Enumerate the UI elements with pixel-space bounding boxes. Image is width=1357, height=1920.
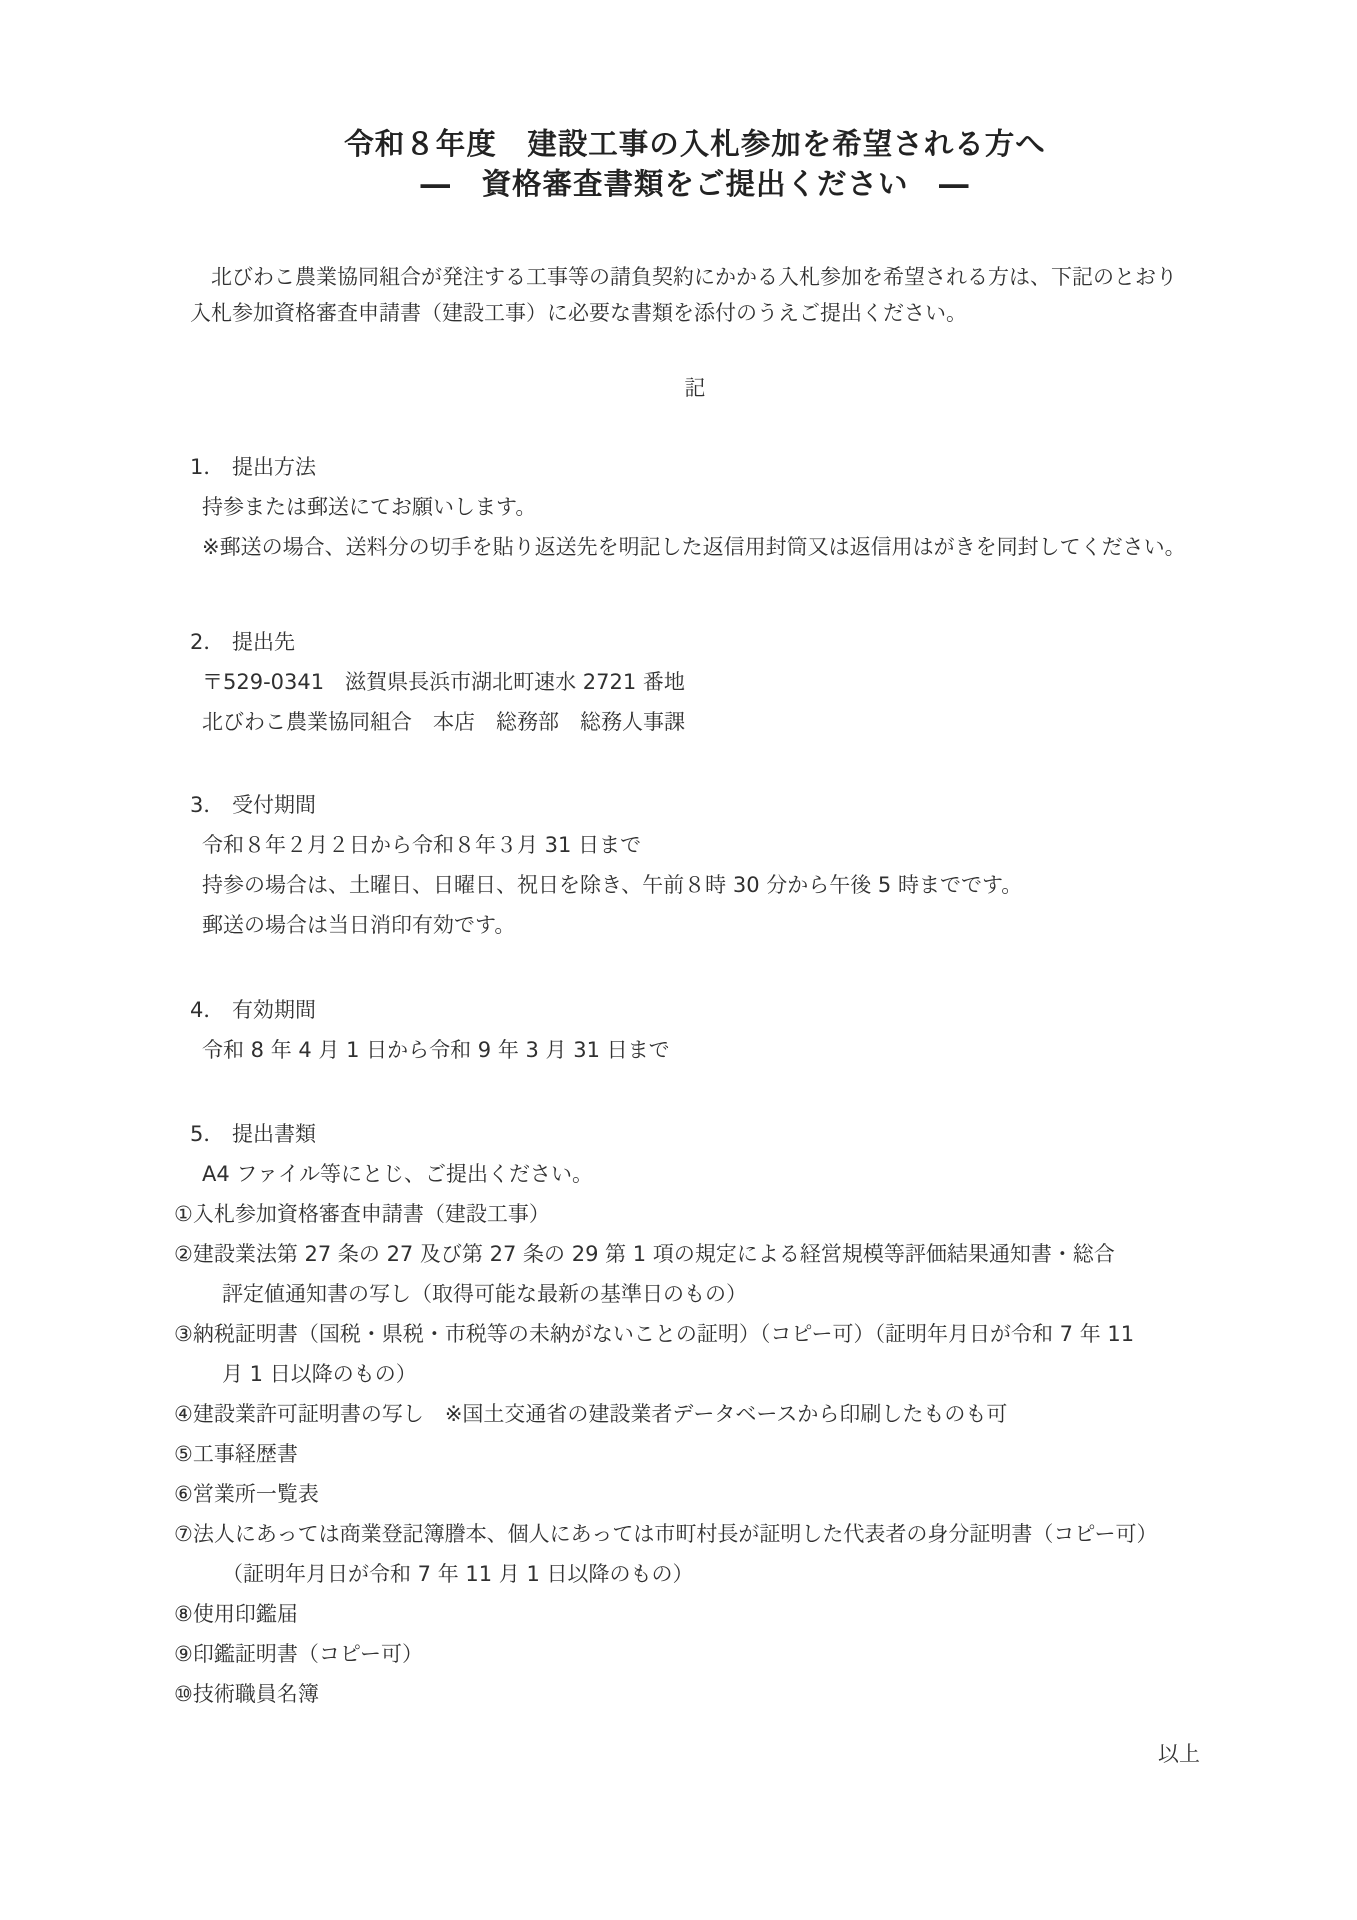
document-list-item-continuation: 評定値通知書の写し（取得可能な最新の基準日のもの） [222, 1282, 747, 1306]
section-heading [190, 990, 1270, 1030]
section-validity-period [190, 990, 1270, 1070]
section-heading [190, 622, 1270, 662]
document-list-item-continuation: 月 1 日以降のもの） [222, 1362, 417, 1386]
document-list-item: ③納税証明書（国税・県税・市税等の未納がないことの証明）（コピー可）（証明年月日が令和 7 年 11 [174, 1322, 1135, 1346]
document-list-item: ⑧使用印鑑届 [174, 1602, 298, 1626]
section-number: 3． [190, 793, 225, 817]
document-title: 令和８年度 建設工事の入札参加を希望される方へ [344, 127, 1046, 161]
section-heading [190, 1114, 1270, 1154]
section-line: 北びわこ農業協同組合 本店 総務部 総務人事課 [202, 710, 685, 734]
intro-line-2: 入札参加資格審査申請書（建設工事）に必要な書類を添付のうえご提出ください。 [190, 301, 967, 325]
intro-line-1: 北びわこ農業協同組合が発注する工事等の請負契約にかかる入札参加を希望される方は、下記のとおり [211, 265, 1177, 289]
document-list-item: ①入札参加資格審査申請書（建設工事） [174, 1202, 550, 1226]
document-list-item: ⑤工事経歴書 [174, 1442, 298, 1466]
record-mark: 記 [684, 376, 706, 400]
section-heading-text: 提出先 [232, 630, 295, 654]
section-line: 令和８年２月２日から令和８年３月 31 日まで [202, 833, 642, 857]
section-heading-text: 提出書類 [232, 1122, 316, 1146]
section-heading-text: 提出方法 [232, 455, 316, 479]
section-required-documents [174, 1114, 1270, 1714]
section-number: 5． [190, 1122, 225, 1146]
intro-paragraph [190, 259, 1200, 331]
section-submission-address [190, 622, 1270, 742]
section-line: ※郵送の場合、送料分の切手を貼り返送先を明記した返信用封筒又は返信用はがきを同封してください。 [202, 535, 1186, 559]
section-line: A4 ファイル等にとじ、ご提出ください。 [202, 1162, 593, 1186]
document-list-item: ⑨印鑑証明書（コピー可） [174, 1642, 423, 1666]
section-line: 持参または郵送にてお願いします。 [202, 495, 537, 519]
document-list-item: ⑥営業所一覧表 [174, 1482, 319, 1506]
document-list-item: ②建設業法第 27 条の 27 及び第 27 条の 29 第 1 項の規定による経営規模等評価結果通知書・総合 [174, 1242, 1115, 1266]
document-list-item: ⑦法人にあっては商業登記簿謄本、個人にあっては市町村長が証明した代表者の身分証明書（コピー可） [174, 1522, 1158, 1546]
section-submission-method [190, 447, 1270, 567]
document-list-item: ⑩技術職員名簿 [174, 1682, 319, 1706]
title-block [190, 124, 1200, 204]
section-line: 令和 8 年 4 月 1 日から令和 9 年 3 月 31 日まで [202, 1038, 670, 1062]
section-number: 4． [190, 998, 225, 1022]
document-list-item: ④建設業許可証明書の写し ※国土交通省の建設業者データベースから印刷したものも可 [174, 1402, 1008, 1426]
section-heading [190, 447, 1270, 487]
section-line: 持参の場合は、土曜日、日曜日、祝日を除き、午前８時 30 分から午後 5 時までです。 [202, 873, 1023, 897]
section-number: 2． [190, 630, 225, 654]
section-heading-text: 受付期間 [232, 793, 316, 817]
document-list-item-continuation: （証明年月日が令和 7 年 11 月 1 日以降のもの） [222, 1562, 694, 1586]
section-heading [190, 785, 1270, 825]
section-number: 1． [190, 455, 225, 479]
section-heading-text: 有効期間 [232, 998, 316, 1022]
document-subtitle: ― 資格審査書類をご提出ください ― [420, 167, 970, 201]
section-line: 郵送の場合は当日消印有効です。 [202, 913, 516, 937]
section-reception-period [190, 785, 1270, 945]
closing-mark: 以上 [1158, 1742, 1200, 1766]
section-line: 〒529-0341 滋賀県長浜市湖北町速水 2721 番地 [202, 670, 685, 694]
